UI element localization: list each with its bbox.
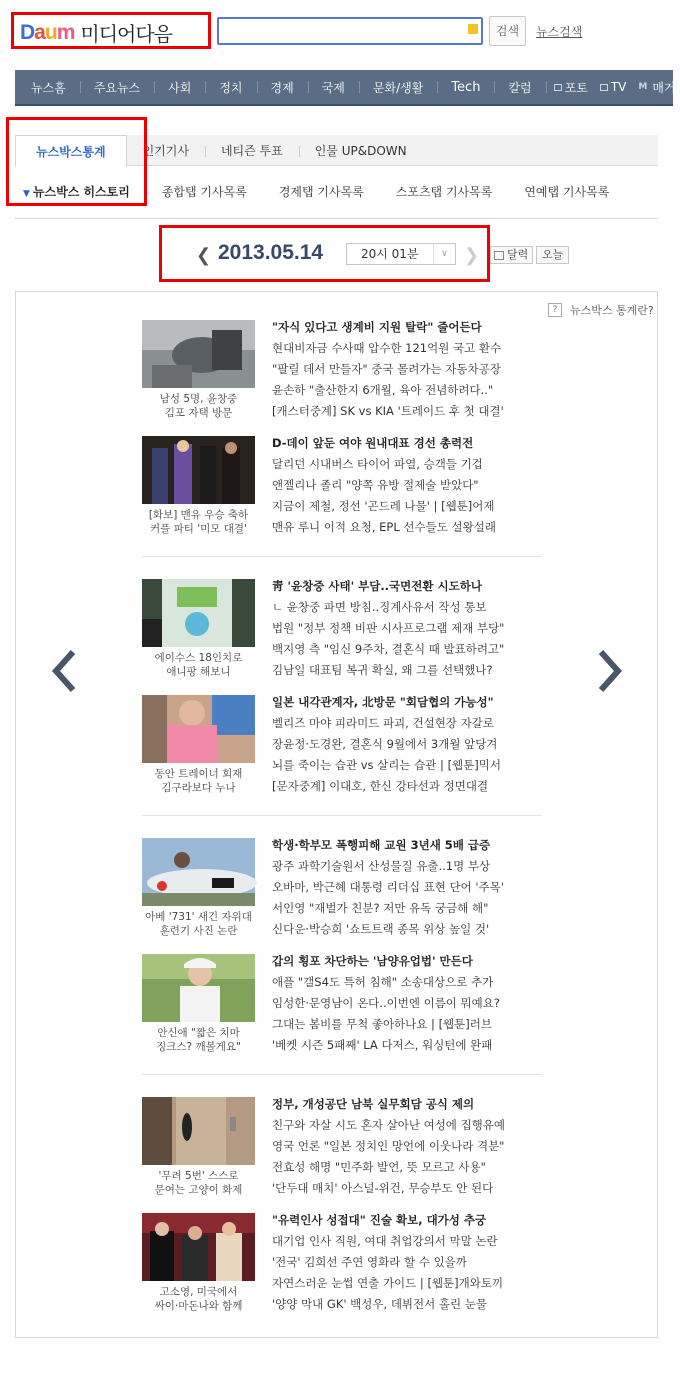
search-option-icon[interactable] [468, 24, 478, 34]
global-nav [15, 70, 676, 106]
news-search-link[interactable]: 뉴스검색 [536, 25, 583, 39]
headline-link[interactable]: [캐스터중계] SK vs KIA '트레이드 후 첫 대결' [272, 404, 504, 418]
headline-link[interactable]: 신다운·박승희 '쇼트트랙 종목 위상 높일 것' [272, 922, 490, 936]
headline-link[interactable]: 대기업 인사 직원, 여대 취업강의서 막말 논란 [272, 1234, 498, 1248]
thumbnail-caption[interactable]: 남성 5명, 윤창중 김포 자택 방문 [159, 393, 238, 419]
headline-link[interactable]: 장윤정·도경완, 결혼식 9월에서 3개월 앞당겨 [272, 737, 498, 751]
next-page-arrow-icon[interactable] [597, 650, 623, 692]
headline-link[interactable]: 정부, 개성공단 남북 실무회담 공식 제의 [272, 1097, 475, 1111]
news-thumbnail[interactable] [142, 1097, 255, 1165]
headline-link[interactable]: 뇌를 죽이는 습관 vs 살리는 습관 | [웹툰]믹서 [272, 758, 501, 772]
headline-link[interactable]: 서인영 "재벌가 친분? 저만 유독 궁금해 해" [272, 901, 489, 915]
thumbnail-caption[interactable]: 안신애 "짧은 치마 징크스? 깨볼게요" [156, 1027, 241, 1053]
headline-link[interactable]: 백지영 측 "임신 9주차, 결혼식 때 발표하려고" [272, 642, 505, 656]
calendar-icon [494, 251, 504, 260]
subnav-entertainment-list[interactable]: 연예탭 기사목록 [524, 184, 610, 199]
headline-link[interactable]: 애플 "갤S4도 특허 침해" 소송대상으로 추가 [272, 975, 494, 989]
thumbnail-caption[interactable]: [화보] 맨유 우승 축하 커플 파티 '미모 대결' [148, 509, 249, 535]
search-input[interactable] [217, 17, 483, 45]
news-thumbnail[interactable] [142, 436, 255, 504]
headline-link[interactable]: 맨유 루니 이적 요청, EPL 선수들도 설왕설래 [272, 520, 496, 534]
news-thumbnail[interactable] [142, 838, 255, 906]
headline-link[interactable]: "유력인사 성접대" 진술 확보, 대가성 추궁 [272, 1213, 487, 1227]
tab-popular-articles[interactable]: 인기기사 [142, 144, 189, 158]
chevron-down-icon: ▼ [23, 188, 30, 199]
gnb-tv[interactable]: TV [596, 69, 635, 105]
news-item [142, 436, 542, 546]
daum-media-logo[interactable] [20, 18, 172, 47]
news-item [142, 320, 542, 430]
thumbnail-caption[interactable]: '무려 5번' 스스로 문여는 고양이 화제 [154, 1170, 243, 1196]
headline-link[interactable]: 현대비자금 수사때 압수한 121억원 국고 환수 [272, 341, 502, 355]
news-thumbnail[interactable] [142, 954, 255, 1022]
news-thumbnail[interactable] [142, 1213, 255, 1281]
gnb-economy[interactable]: 경제 [257, 69, 308, 105]
current-date: 2013.05.14 [218, 241, 324, 264]
thumbnail-caption[interactable]: 고소영, 미국에서 싸이·마돈나와 함께 [154, 1286, 243, 1312]
subnav-economy-list[interactable]: 경제탭 기사목록 [278, 184, 364, 199]
news-item [142, 1097, 542, 1207]
headline-link[interactable]: '양양 막내 GK' 백성우, 데뷔전서 홀린 눈물 [272, 1297, 487, 1311]
gnb-top-news[interactable]: 주요뉴스 [80, 69, 154, 105]
gnb-international[interactable]: 국제 [308, 69, 359, 105]
gnb-photo[interactable]: 포토 [546, 69, 596, 105]
tab-newsbox-stats[interactable]: 뉴스박스통계 [15, 135, 127, 167]
gnb-tech[interactable]: Tech [437, 69, 494, 105]
headline-link[interactable]: 윤손하 "출산한지 6개월, 육아 전념하려다.." [272, 383, 494, 397]
calendar-button[interactable]: 달력 [490, 246, 533, 264]
photo-icon [554, 84, 562, 91]
headline-link[interactable]: 오바마, 박근혜 대통령 리더십 표현 단어 '주목' [272, 880, 504, 894]
headline-link[interactable]: 靑 '윤창중 사태' 부담..국면전환 시도하나 [272, 579, 482, 593]
today-button[interactable]: 오늘 [536, 246, 569, 264]
headline-link[interactable]: D-데이 앞둔 여야 원내대표 경선 총력전 [272, 436, 474, 450]
news-item [142, 1213, 542, 1323]
news-item [142, 838, 542, 948]
headline-link[interactable]: 일본 내각관계자, 北방문 "회담협의 가능성" [272, 695, 494, 709]
question-icon: ? [548, 303, 562, 317]
divider [142, 815, 542, 816]
gnb-society[interactable]: 사회 [154, 69, 205, 105]
tab-netizen-vote[interactable]: 네티즌 투표 [205, 135, 299, 166]
headline-link[interactable]: 벨리즈 마야 피라미드 파괴, 건설현장 자갈로 [272, 716, 494, 730]
magazine-icon: M [638, 82, 648, 92]
headline-link[interactable]: '베켓 시즌 5패째' LA 다저스, 워싱턴에 완패 [272, 1038, 493, 1052]
subnav-newsbox-history[interactable]: ▼ 뉴스박스 히스토리 [23, 184, 130, 199]
headline-link[interactable]: "자식 있다고 생계비 지원 탈락" 줄어든다 [272, 320, 482, 334]
search-button[interactable]: 검색 [489, 16, 526, 46]
headline-link[interactable]: [문자중계] 이대호, 한신 강타선과 정면대결 [272, 779, 489, 793]
next-date-arrow-icon[interactable]: ❯ [464, 245, 480, 266]
headline-link[interactable]: 영국 언론 "일본 정치인 망언에 이웃나라 격분" [272, 1139, 505, 1153]
headline-link[interactable]: 김남일 대표팀 복귀 확실, 왜 그를 선택했나? [272, 663, 493, 677]
headline-link[interactable]: 달리던 시내버스 타이어 파열, 승객들 기겁 [272, 457, 483, 471]
headline-link[interactable]: 임성한·문영남이 온다..이번엔 이름이 뭐예요? [272, 996, 500, 1010]
thumbnail-caption[interactable]: 에이수스 18인치로 애니팡 해보니 [154, 652, 243, 678]
gnb-magazine[interactable]: M 매거 [638, 80, 676, 95]
time-select[interactable]: 20시 01분 ∨ [346, 243, 456, 265]
headline-link[interactable]: 지금이 제철, 정선 '곤드레 나물' | [웹툰]어제 [272, 499, 495, 513]
headline-link[interactable]: 친구와 자살 시도 혼자 살아난 여성에 집행유예 [272, 1118, 506, 1132]
divider [15, 218, 658, 219]
headline-link[interactable]: ㄴ 윤창중 파면 방침..징계사유서 작성 통보 [272, 600, 487, 614]
headline-link[interactable]: 앤젤리나 졸리 "양쪽 유방 절제술 받았다" [272, 478, 479, 492]
divider [142, 1074, 542, 1075]
help-link[interactable]: ? 뉴스박스 통계란? [548, 302, 654, 318]
prev-date-arrow-icon[interactable]: ❮ [196, 245, 212, 266]
headline-link[interactable]: 학생·학부모 폭행피해 교원 3년새 5배 급증 [272, 838, 491, 852]
news-thumbnail[interactable] [142, 695, 255, 763]
news-thumbnail[interactable] [142, 320, 255, 388]
headline-link[interactable]: 광주 과학기술원서 산성물질 유출..1명 부상 [272, 859, 491, 873]
news-thumbnail[interactable] [142, 579, 255, 647]
gnb-column[interactable]: 칼럼 [494, 69, 545, 105]
headline-link[interactable]: 전효성 해명 "민주화 발언, 뜻 모르고 사용" [272, 1160, 486, 1174]
subnav-general-list[interactable]: 종합탭 기사목록 [161, 184, 247, 199]
headline-link[interactable]: '전국' 김희선 주연 영화라 할 수 있을까 [272, 1255, 467, 1269]
daum-logo-wordmark: Daum [20, 20, 75, 44]
thumbnail-caption[interactable]: 아베 '731' 새긴 자위대 훈련기 사진 논란 [145, 911, 252, 937]
prev-page-arrow-icon[interactable] [51, 650, 77, 692]
news-item [142, 695, 542, 805]
news-item [142, 954, 542, 1064]
news-item [142, 579, 542, 689]
headline-link[interactable]: '단두대 매치' 아스널-위건, 무승부도 안 된다 [272, 1181, 494, 1195]
tv-icon [600, 84, 608, 91]
headline-link[interactable]: 갑의 횡포 차단하는 '남양유업법' 만든다 [272, 954, 473, 968]
subnav-sports-list[interactable]: 스포츠탭 기사목록 [395, 184, 493, 199]
gnb-news-home[interactable]: 뉴스홈 [31, 80, 66, 95]
gnb-politics[interactable]: 정치 [205, 69, 256, 105]
media-daum-title: 미디어다음 [80, 22, 172, 46]
divider [142, 556, 542, 557]
chevron-down-icon[interactable]: ∨ [433, 244, 455, 264]
headline-link[interactable]: 그대는 봄비를 무척 좋아하나요 | [웹툰]러브 [272, 1017, 492, 1031]
headline-link[interactable]: 법원 "정부 정책 비판 시사프로그램 제재 부당" [272, 621, 505, 635]
sub-nav [15, 180, 658, 202]
thumbnail-caption[interactable]: 동안 트레이너 회재 김구라보다 누나 [154, 768, 243, 794]
headline-link[interactable]: 자연스러운 눈썹 연출 가이드 | [웹툰]개와토끼 [272, 1276, 504, 1290]
gnb-culture[interactable]: 문화/생활 [359, 69, 437, 105]
headline-link[interactable]: "팔릴 데서 만들자" 중국 몰려가는 자동차공장 [272, 362, 501, 376]
tab-person-updown[interactable]: 인물 UP&DOWN [299, 135, 423, 166]
